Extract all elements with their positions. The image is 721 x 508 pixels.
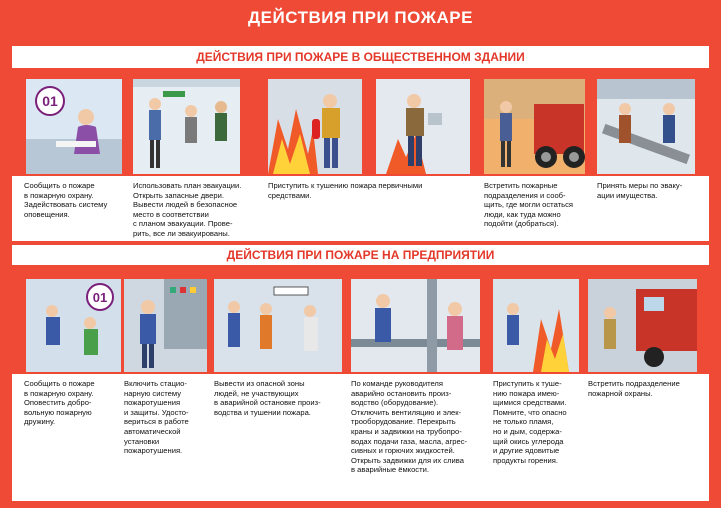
caption-enterprise-1: Сообщить о пожаре в пожарную охрану. Оповестить добро- вольную пожарную дружину.: [24, 379, 95, 427]
illustration-emergency-shutdown: [351, 279, 480, 372]
illustration-property-evacuation: [597, 79, 695, 174]
caption-enterprise-3: Вывести из опасной зоны людей, не участвующих в аварийной остановке произ- водства и тушении пожара.: [214, 379, 321, 417]
caption-public-3: Приступить к тушению пожара первичными средствами.: [268, 181, 423, 200]
illustration-firefighters-arrival: [484, 79, 585, 174]
illustration-control-panel: [124, 279, 207, 372]
illustration-alarm-call: [26, 279, 121, 372]
illustration-meet-fire-brigade: [588, 279, 697, 372]
badge-01: 01: [42, 93, 58, 109]
illustration-evacuation: [133, 79, 240, 174]
caption-public-2: Использовать план эвакуации. Открыть запасные двери. Вывести людей в безопасное место в соответствии с планом эвакуации. Прове- рить, все ли эвакуированы.: [133, 181, 242, 238]
caption-public-5: Встретить пожарные подразделения и сооб- щить, где могли остаться люди, как туда можно подойти (добраться).: [484, 181, 573, 229]
section-title-enterprise: ДЕЙСТВИЯ ПРИ ПОЖАРЕ НА ПРЕДПРИЯТИИ: [12, 245, 709, 265]
caption-public-1: Сообщить о пожаре в пожарную охрану. Задействовать систему оповещения.: [24, 181, 108, 219]
badge-01-enterprise: 01: [92, 290, 108, 305]
illustration-fire-blanket: [376, 79, 470, 174]
page-title: ДЕЙСТВИЯ ПРИ ПОЖАРЕ: [248, 8, 473, 27]
section-title-public-building: ДЕЙСТВИЯ ПРИ ПОЖАРЕ В ОБЩЕСТВЕННОМ ЗДАНИИ: [12, 46, 709, 68]
illustration-phone-call: [26, 79, 122, 174]
illustration-fire-fighting: [493, 279, 579, 372]
caption-enterprise-4: По команде руководителя аварийно остановить произ- водство (оборудование). Отключить вентиляцию и элек- трооборудование. Перекрыть краны и задвижки на трубопро- водах подачи газа, масла, агрес- сивных и горючих жидкостей. Открыть задвижки для их слива в аварийные ёмкости.: [351, 379, 468, 475]
illustration-evacuate-workers: [214, 279, 342, 372]
caption-enterprise-6: Встретить подразделение пожарной охраны.: [588, 379, 680, 398]
caption-enterprise-5: Приступить к туше- нию пожара имею- щимися средствами. Помните, что опасно не только пламя, но и дым, содержа- щий окись углерода и другие ядовитые продукты горения.: [493, 379, 567, 465]
caption-enterprise-2: Включить стацио- нарную систему пожаротушения и защиты. Удосто- вериться в работе автоматической установки пожаротушения.: [124, 379, 189, 456]
caption-public-6: Принять меры по эваку- ации имущества.: [597, 181, 683, 200]
illustration-extinguisher: [268, 79, 362, 174]
